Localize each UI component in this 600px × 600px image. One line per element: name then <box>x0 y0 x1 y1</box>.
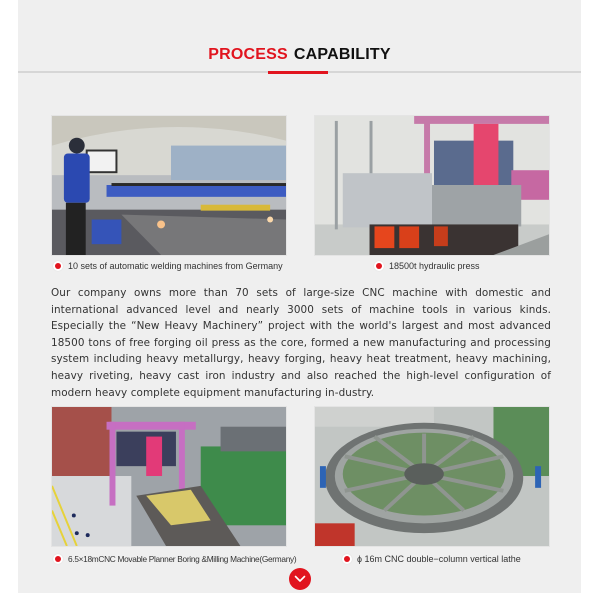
boring-milling-machine-photo <box>51 406 287 547</box>
caption-hydraulic-press <box>374 259 480 273</box>
welding-machine-photo <box>51 115 287 256</box>
chevron-down-icon <box>294 575 306 583</box>
bullet-dot-icon <box>374 261 384 271</box>
caption-text: 6.5×18mCNC Movable Planner Boring &Milling Machine(Germany) <box>68 554 297 564</box>
capability-description: Our company owns more than 70 sets of large-size CNC machine with domestic and international advanced level and nearly 3000 sets of machine tools in various kinds. Especially the “New Heavy Machinery” project with the world's largest and most advanced 18500 tons of free forging oil press as the core, formed a new manufacturing and processing system including heavy metallurgy, heavy forging, heavy heat treatment, heavy machining, heavy riveting, heavy cast iron industry and also reached the high-level configuration of modern heavy complete equipment manufacturing in-dustry. <box>51 287 551 399</box>
caption-text: 18500t hydraulic press <box>389 261 480 271</box>
bullet-dot-icon <box>53 261 63 271</box>
caption-boring-milling <box>53 552 296 566</box>
section-title-rest: CAPABILITY <box>293 46 391 63</box>
caption-text: 10 sets of automatic welding machines from Germany <box>68 261 283 271</box>
caption-text: ɸ 16m CNC double−column vertical lathe <box>357 554 521 564</box>
process-capability-section <box>18 0 581 593</box>
section-title-highlight: PROCESS <box>208 46 288 63</box>
hydraulic-press-photo <box>314 115 550 256</box>
caption-vertical-lathe <box>342 552 521 566</box>
bullet-dot-icon <box>342 554 352 564</box>
bullet-dot-icon <box>53 554 63 564</box>
expand-more-button[interactable] <box>289 568 311 590</box>
section-title <box>18 45 581 65</box>
title-underline-accent <box>268 71 328 74</box>
vertical-lathe-photo <box>314 406 550 547</box>
caption-welding <box>53 259 283 273</box>
